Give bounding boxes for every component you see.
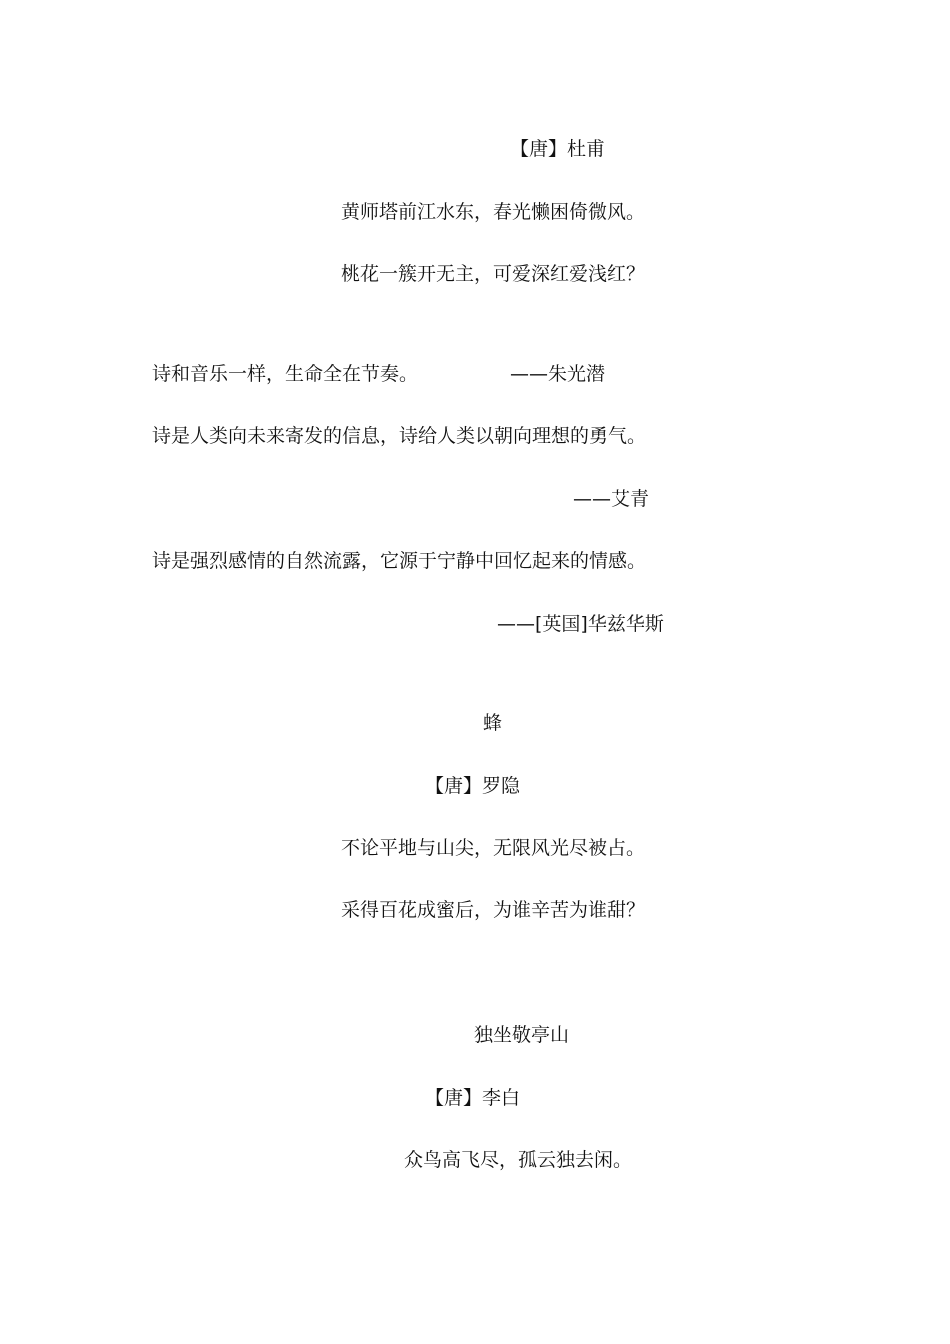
poem2-author: 【唐】罗隐 (425, 775, 521, 797)
quote-3-text: 诗是强烈感情的自然流露，它源于宁静中回忆起来的情感。 (152, 550, 647, 572)
quote-3-attribution: ——[英国]华兹华斯 (497, 613, 664, 635)
quote-2-attribution: ——艾青 (573, 488, 650, 510)
poem3-title: 独坐敬亭山 (474, 1024, 570, 1046)
poem3-author: 【唐】李白 (425, 1087, 521, 1109)
poem2-line-1: 不论平地与山尖，无限风光尽被占。 (341, 837, 646, 859)
poem3-line-1: 众鸟高飞尽，孤云独去闲。 (404, 1149, 633, 1171)
quote-2-text: 诗是人类向未来寄发的信息，诗给人类以朝向理想的勇气。 (152, 425, 647, 447)
poem2-title: 蜂 (483, 712, 503, 734)
quote-1-text: 诗和音乐一样，生命全在节奏。 (152, 363, 419, 385)
quote-1-attribution: ——朱光潜 (510, 363, 606, 385)
poem1-line-1: 黄师塔前江水东，春光懒困倚微风。 (341, 201, 646, 223)
poem1-line-2: 桃花一簇开无主，可爱深红爱浅红？ (341, 263, 646, 285)
poem1-author: 【唐】杜甫 (510, 138, 606, 160)
poem2-line-2: 采得百花成蜜后，为谁辛苦为谁甜？ (341, 899, 646, 921)
